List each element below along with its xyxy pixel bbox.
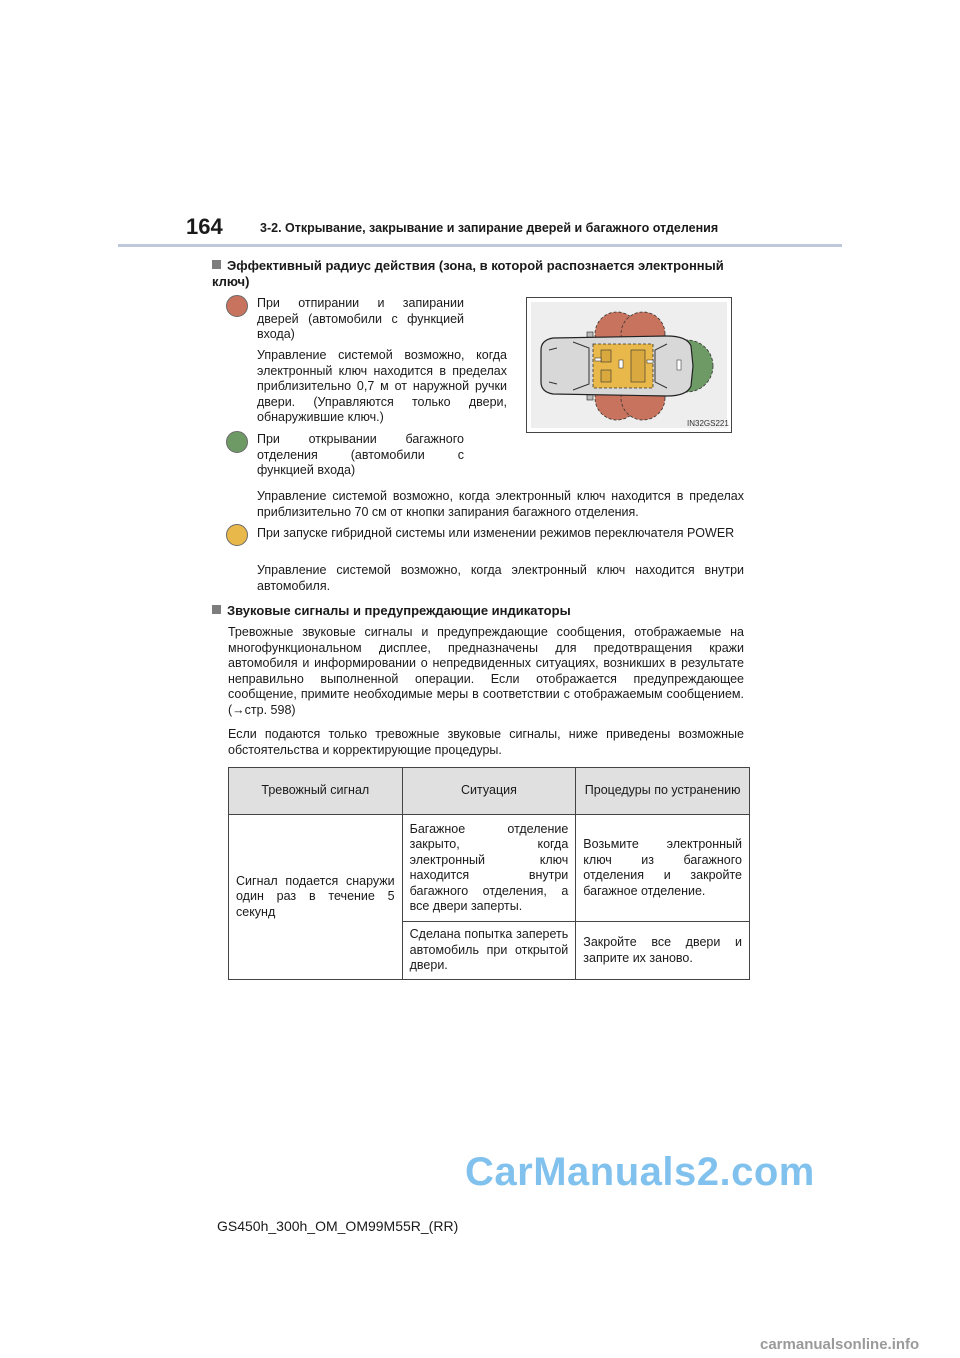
watermark: CarManuals2.com <box>465 1150 815 1194</box>
table-header-row <box>229 768 750 815</box>
yellow-zone-icon <box>226 524 248 546</box>
table-header: Ситуация <box>402 768 576 815</box>
car-zones-illustration <box>527 298 731 432</box>
item-title-doors: При отпирании и запирании дверей (автомобили с функцией входа) <box>257 296 464 341</box>
table-row <box>229 815 750 922</box>
table-cell-procedure: Закройте все двери и заприте их заново. <box>576 922 750 980</box>
alarms-paragraph-2: Если подаются только тревожные звуковые сигналы, ниже приведены возможные обстоятельства и корректирующие процедуры. <box>228 727 744 757</box>
header-divider <box>118 244 842 247</box>
table-cell-signal: Сигнал подается снаружи один раз в течение 5 секунд <box>229 815 403 980</box>
document-code: GS450h_300h_OM_OM99M55R_(RR) <box>217 1218 459 1234</box>
square-bullet-icon <box>212 605 221 614</box>
table-cell-procedure: Возьмите электронный ключ из багажного отделения и закройте багажное отделение. <box>576 815 750 922</box>
table-cell-situation: Сделана попытка запереть автомобиль при открытой двери. <box>402 922 576 980</box>
item-desc-power: Управление системой возможно, когда электронный ключ находится внутри автомобиля. <box>257 563 744 593</box>
green-zone-icon <box>226 431 248 453</box>
alarm-table <box>228 767 750 980</box>
figure-code: IN32GS221 <box>687 419 729 428</box>
section-title: 3-2. Открывание, закрывание и запирание дверей и багажного отделения <box>260 221 719 235</box>
table-header: Процедуры по устранению <box>576 768 750 815</box>
detection-zone-figure <box>526 297 732 433</box>
alarms-paragraph-1: Тревожные звуковые сигналы и предупреждающие сообщения, отображаемые на многофункциональном дисплее, предназначены для предотвращения кражи автомобиля и информировании о непредвиденных ситуациях, возникших в результате неправильно выполненной операции. Если отображается предупреждающее сообщение, примите необходимые меры в соответствии с отображаемым сообщением. (→стр. 598) <box>228 625 744 717</box>
table-cell-situation: Багажное отделение закрыто, когда электронный ключ находится внутри багажного отделения, а все двери заперты. <box>402 815 576 922</box>
page-number: 164 <box>186 214 223 239</box>
red-zone-icon <box>226 295 248 317</box>
item-title-power: При запуске гибридной системы или изменении режимов переключателя POWER <box>257 526 735 540</box>
table-header: Тревожный сигнал <box>229 768 403 815</box>
item-desc-doors: Управление системой возможно, когда электронный ключ находится в пределах приблизительно 0,7 м от наружной ручки двери. (Управляются только двери, обнаружившие ключ.) <box>257 348 507 424</box>
item-desc-trunk: Управление системой возможно, когда электронный ключ находится в пределах приблизительно 70 см от кнопки запирания багажного отделения. <box>257 489 744 519</box>
square-bullet-icon <box>212 260 221 269</box>
alarms-heading: Звуковые сигналы и предупреждающие индикаторы <box>212 603 752 619</box>
watermark-site: carmanualsonline.info <box>760 1336 920 1353</box>
item-title-trunk: При открывании багажного отделения (автомобили с функцией входа) <box>257 432 464 477</box>
effective-range-heading: Эффективный радиус действия (зона, в которой распознается электронный ключ) <box>212 258 724 289</box>
